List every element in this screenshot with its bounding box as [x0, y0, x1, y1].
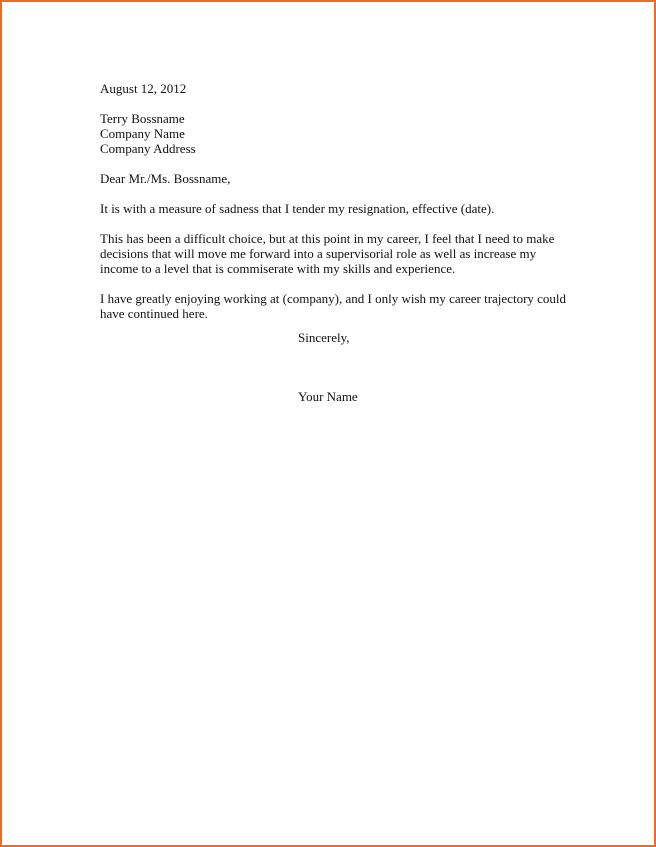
recipient-name: Terry Bossname — [100, 111, 185, 126]
letter-body — [100, 81, 570, 321]
letter-date: August 12, 2012 — [100, 81, 187, 96]
paragraph-intro: It is with a measure of sadness that I tender my resignation, effective (date). — [100, 201, 495, 216]
recipient-company: Company Name — [100, 126, 185, 141]
paragraph-reason: This has been a difficult choice, but at this point in my career, I feel that I need to make decisions that will move me forward into a supervisorial role as well as increase my income to a level that is commiserate with my skills and experience. — [100, 231, 555, 276]
paragraph-closing-remark: I have greatly enjoying working at (company), and I only wish my career trajectory could have continued here. — [100, 291, 567, 321]
signature-name: Your Name — [298, 389, 358, 404]
closing: Sincerely, — [298, 330, 350, 345]
recipient-address: Company Address — [100, 141, 196, 156]
salutation: Dear Mr./Ms. Bossname, — [100, 171, 231, 186]
